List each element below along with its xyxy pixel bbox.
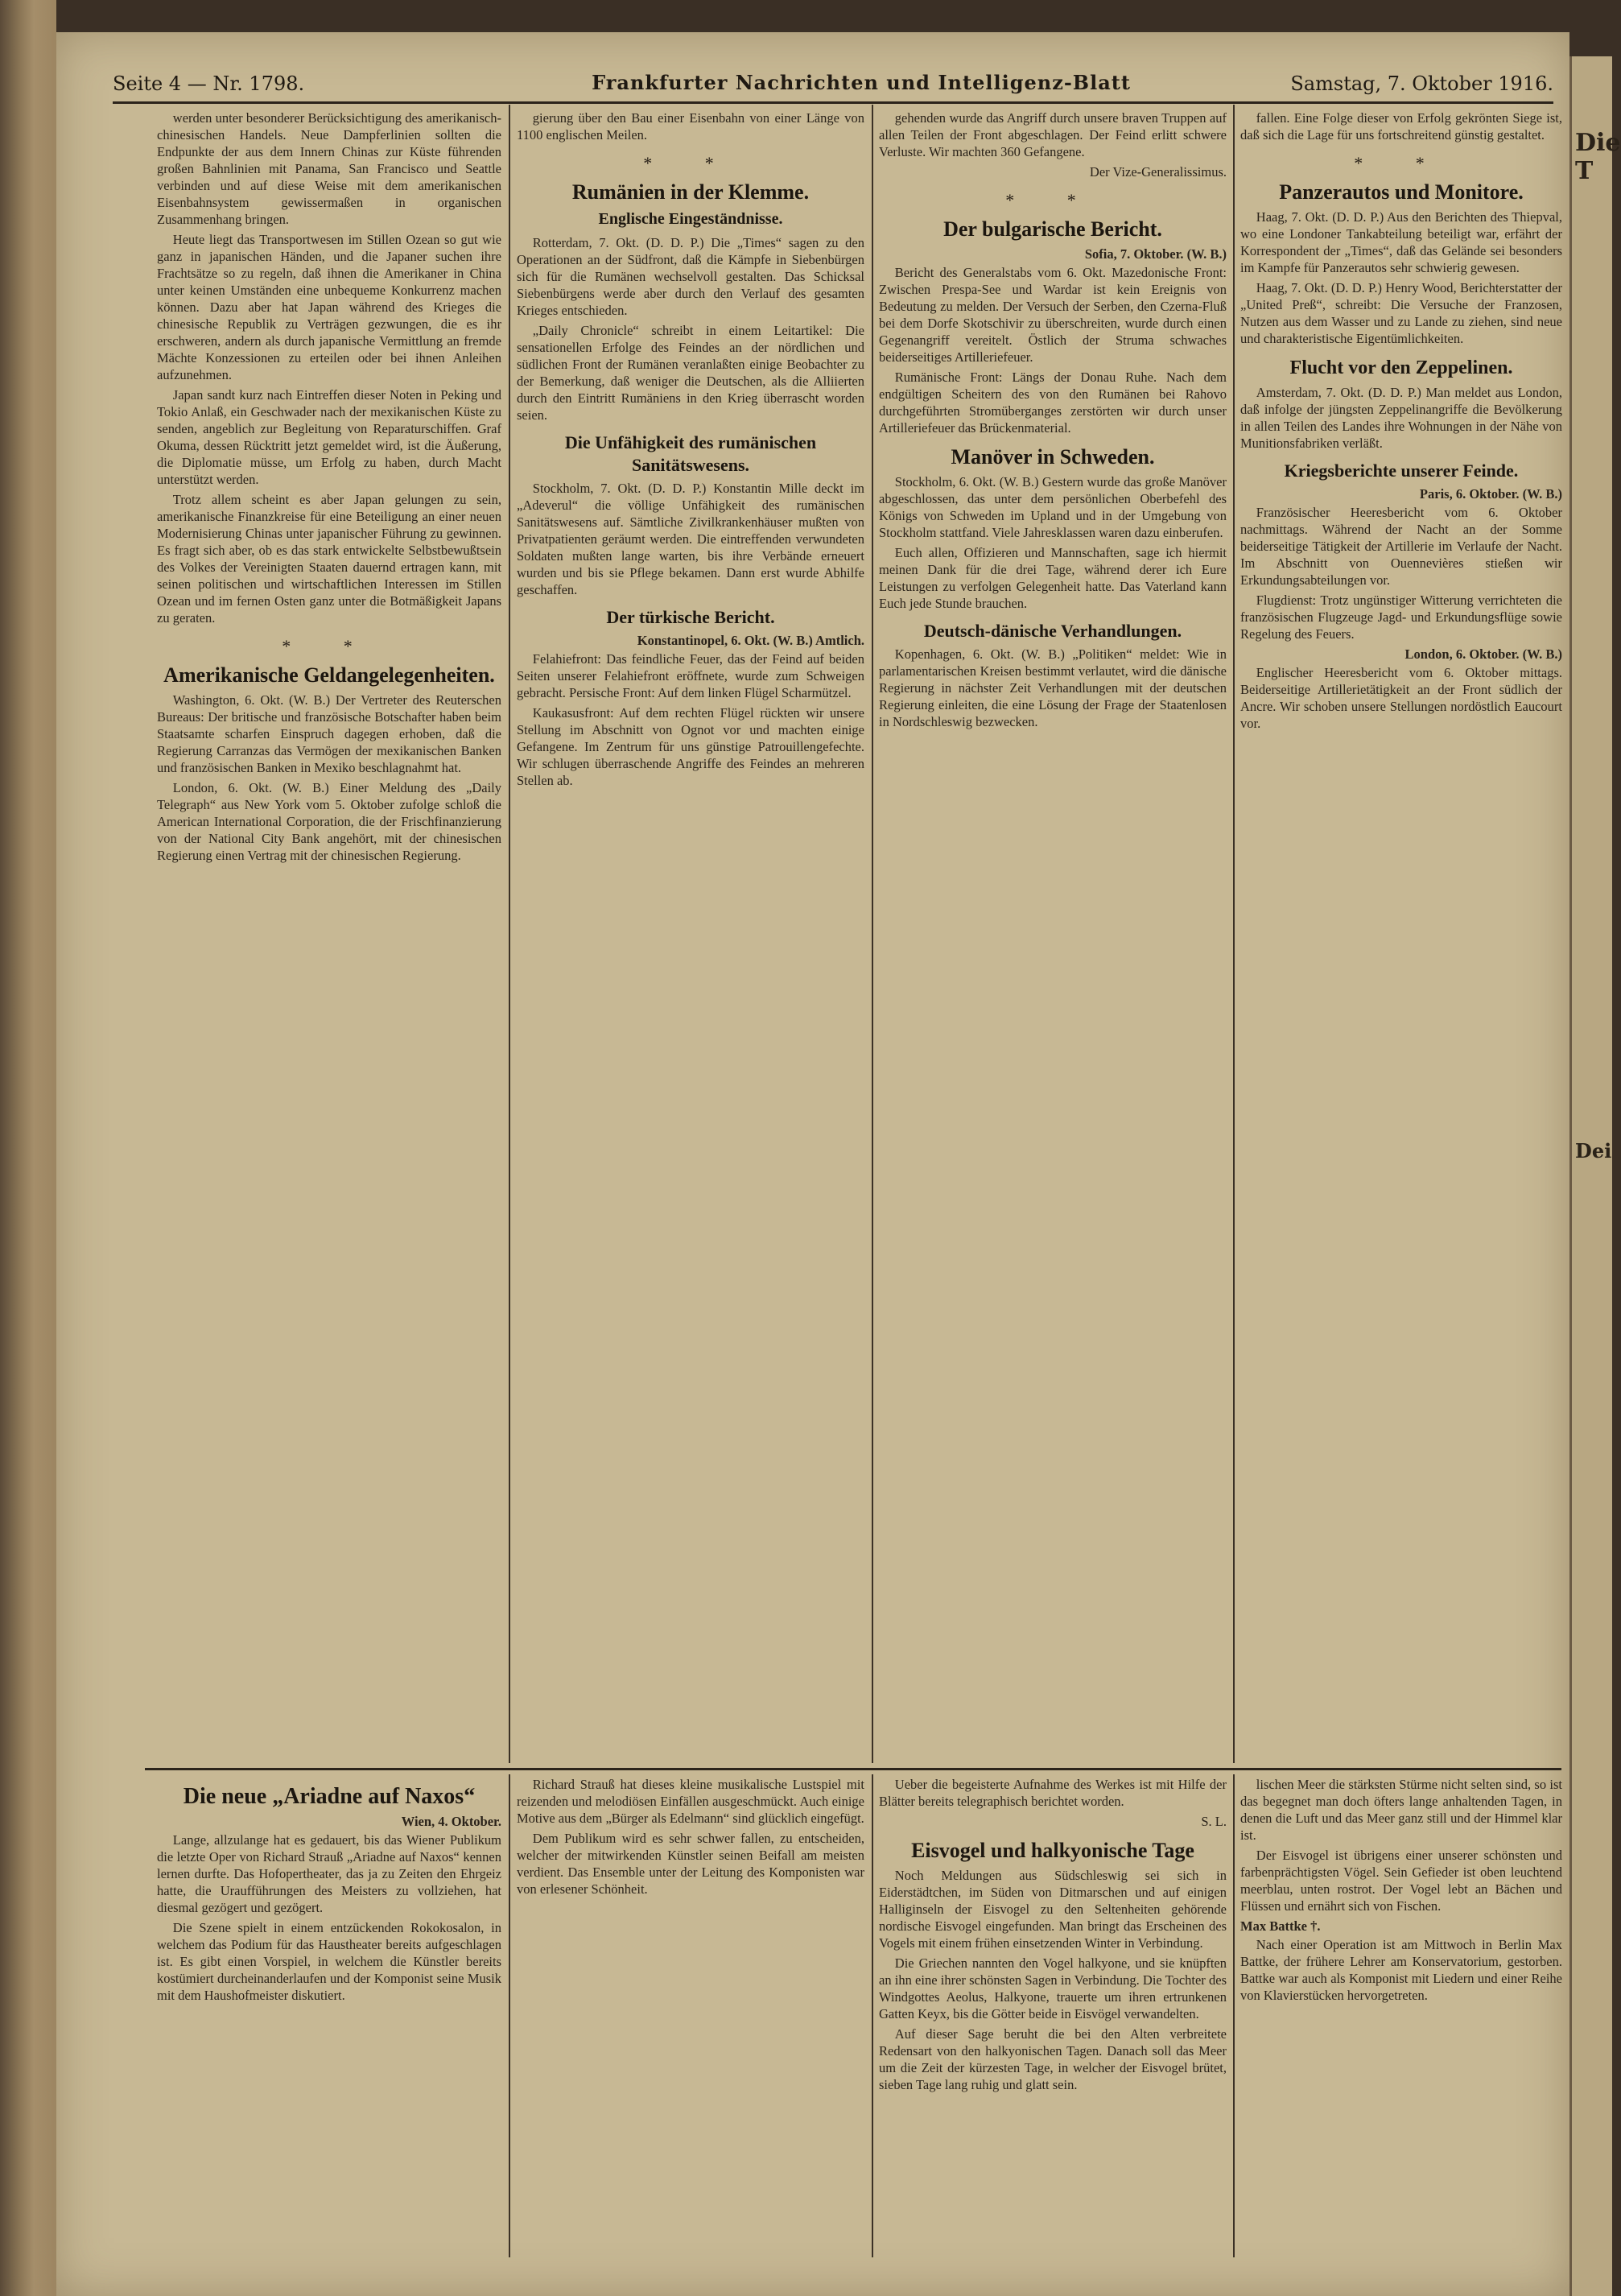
article-paragraph: Auf dieser Sage beruht die bei den Alten verbreitete Redensart von den halkyonischen Tagen. Danach soll das Meer um die Zeit der kürzesten Tage, in welcher der Eisvogel brütet, sieben Tage lang ruhig und glatt sein. bbox=[879, 2026, 1227, 2092]
headline: Der bulgarische Bericht. bbox=[943, 217, 1162, 241]
headline: Eisvogel und halkyonische Tage bbox=[911, 1839, 1194, 1862]
article-paragraph: werden unter besonderer Berücksichtigung des amerikanisch-chinesischen Handels. Neue Dampferlinien sollten die Endpunkte der aus dem Innern Chinas zur Küste führenden großen Bahnlinien mit Panama, San Francisco und Seattle verbinden und auf diese Weise mit dem amerikanischen Eisenbahnsystem gewissermaßen in organischen Zusammenhang bringen. bbox=[157, 110, 501, 227]
article-paragraph: Flugdienst: Trotz ungünstiger Witterung verrichteten die französischen Flugzeuge Jagd- und Erkundungsflüge sowie Regelung des Feuers. bbox=[1240, 593, 1562, 642]
newspaper-title: Frankfurter Nachrichten und Intelligenz-Blatt bbox=[592, 71, 1131, 94]
obituary-heading: Max Battke †. bbox=[1240, 1918, 1321, 1934]
section-separator: * * bbox=[643, 153, 738, 173]
article-paragraph: Rumänische Front: Längs der Donau Ruhe. Nach dem endgültigen Scheitern des von den Rumänen bei Rahovo durchgeführten Stromüberganges zerstörten wir durch unser Artilleriefeuer das Brückenmaterial. bbox=[879, 370, 1227, 436]
article-paragraph: Japan sandt kurz nach Eintreffen dieser Noten in Peking und Tokio Anlaß, ein Geschwader nach der mexikanischen Küste zu senden, angeblich zur Begleitung von Reparaturschiffen. Graf Okuma, dessen Rücktritt jetzt gemeldet wird, ist die Äußerung, die Diplomatie müsse, um Erfolg zu haben, durch Macht unterstützt werden. bbox=[157, 387, 501, 487]
article-paragraph: Der Eisvogel ist übrigens einer unserer schönsten und farbenprächtigsten Vögel. Sein Gefieder ist oben leuchtend meerblau, unten rostrot. Der Vogel lebt an Bächen und Flüssen und ernährt sich von Fischen. bbox=[1240, 1848, 1562, 1914]
adjacent-page-edge bbox=[1569, 56, 1621, 2296]
issue-date: Samstag, 7. Oktober 1916. bbox=[1290, 72, 1553, 95]
article-paragraph: Noch Meldungen aus Südschleswig sei sich in Eiderstädtchen, im Süden von Ditmarschen und auf einigen Halliginseln der Eisvogel zu den Seltenheiten gehörende nordische Eisvogel eingefunden. Man bringt das Erscheinen des Vogels mit einem frühen einsetzenden Winter in Verbindung. bbox=[879, 1868, 1227, 1951]
headline: Rumänien in der Klemme. bbox=[571, 180, 810, 204]
headline: Kriegsberichte unserer Feinde. bbox=[1284, 460, 1519, 481]
article-paragraph: Kopenhagen, 6. Okt. (W. B.) „Politiken“ meldet: Wie in parlamentarischen Kreisen bestimmt verlautet, wird die dänische Regierung in nächster Zeit Verhandlungen mit der deutschen Regierung einleiten, die eine Lösung der Frage der Staatenlosen in Nordschleswig bezwecken. bbox=[879, 646, 1227, 729]
column-rule bbox=[872, 1774, 873, 2257]
dateline: Wien, 4. Oktober. bbox=[401, 1814, 501, 1829]
article-paragraph: Stockholm, 7. Okt. (D. D. P.) Konstantin Mille deckt im „Adeverul“ die völlige Unfähigkeit des rumänischen Sanitätswesens auf. Sämtliche Zivilkrankenhäuser mußten von Privatpatienten geräumt werden. Die eintreffenden verwundeten Soldaten mußten lange warten, bis ihre Verbände erneuert wurden und bis sie Pflege bekamen. Dann erst wurde Abhilfe geschaffen. bbox=[517, 481, 864, 597]
feuilleton-column-4 bbox=[1240, 1776, 1562, 2251]
headline: Panzerautos und Monitore. bbox=[1279, 180, 1524, 204]
feuilleton-column-3 bbox=[879, 1776, 1227, 2251]
article-paragraph: Heute liegt das Transportwesen im Stillen Ozean so gut wie ganz in japanischen Händen, und die Japaner suchen ihre Frachtsätze so zu regeln, daß ihnen die Amerikaner in China unter keinen Umständen eine unbequeme Konkurrenz machen können. Dazu aber hat Japan während des Krieges die chinesische Republik zu Verträgen gezwungen, die es ihr erschweren, andern als durch japanische Vermittlung an fremde Mächte Konzessionen zu erteilen oder bei ihnen Anleihen aufzunehmen. bbox=[157, 232, 501, 382]
page-number: Seite 4 — Nr. 1798. bbox=[113, 72, 305, 95]
book-spine bbox=[0, 0, 56, 2296]
article-paragraph: Richard Strauß hat dieses kleine musikalische Lustspiel mit reizenden und melodiösen Einfällen ausgeschmückt. Auch einige Motive aus dem „Bürger als Edelmann“ sind glücklich eingefügt. bbox=[517, 1777, 864, 1826]
article-paragraph: gehenden wurde das Angriff durch unsere braven Truppen auf allen Teilen der Front abgeschlagen. Der Feind erlitt schwere Verluste. Wir machten 360 Gefangene. bbox=[879, 110, 1227, 159]
feuilleton-column-2 bbox=[517, 1776, 864, 2251]
headline: Manöver in Schweden. bbox=[951, 445, 1155, 469]
article-paragraph: Kaukasusfront: Auf dem rechten Flügel rückten wir unsere Stellung im Abschnitt von Ognot vor und machten einige Gefangene. Im Zentrum für uns günstige Patrouillengefechte. Wir schlugen überraschende Angriffe des Feindes an mehreren Stellen ab. bbox=[517, 705, 864, 788]
article-column-3 bbox=[879, 109, 1227, 1763]
article-column-2 bbox=[517, 109, 864, 1763]
article-paragraph: Ueber die begeisterte Aufnahme des Werkes ist mit Hilfe der Blätter bereits telegraphisch berichtet worden. bbox=[879, 1777, 1227, 1809]
article-paragraph: Nach einer Operation ist am Mittwoch in Berlin Max Battke, der frühere Lehrer am Konservatorium, gestorben. Battke war auch als Komponist mit Liedern und einer Reihe von Klavierstücken hervorgetreten. bbox=[1240, 1937, 1562, 2003]
article-paragraph: Washington, 6. Okt. (W. B.) Der Vertreter des Reuterschen Bureaus: Der britische und französische Botschafter haben beim Staatsamte scharfen Einspruch dagegen erhoben, daß die Regierung Carranzas das Vermögen der mexikanischen Banken und französischen Banken in Mexiko beschlagnahmt hat. bbox=[157, 692, 501, 775]
column-rule bbox=[1233, 1774, 1235, 2257]
article-paragraph: Lange, allzulange hat es gedauert, bis das Wiener Publikum die letzte Oper von Richard Strauß „Ariadne auf Naxos“ kennen lernen durfte. Das Hofopertheater, das ja zu Zeiten den Ehrgeiz hatte, die Uraufführungen des Meisters zu vollziehen, hat diesmal gezögert und gezögert. bbox=[157, 1832, 501, 1915]
article-column-4 bbox=[1240, 109, 1562, 1763]
headline: Amerikanische Geldangelegenheiten. bbox=[163, 663, 495, 687]
section-separator: * * bbox=[1005, 190, 1100, 210]
article-paragraph: Euch allen, Offizieren und Mannschaften, sage ich hiermit meinen Dank für die drei Tage, während derer ich Eure Leistungen zu verfolgen Gelegenheit hatte. Das Vaterland kann Euch jede Stunde brauchen. bbox=[879, 545, 1227, 611]
article-paragraph: Englischer Heeresbericht vom 6. Oktober mittags. Beiderseitige Artillerietätigkeit an der Front südlich der Ancre. Wir schoben unsere Stellungen nordöstlich Eaucourt vor. bbox=[1240, 665, 1562, 731]
article-paragraph: gierung über den Bau einer Eisenbahn von einer Länge von 1100 englischen Meilen. bbox=[517, 110, 864, 142]
headline: Deutsch-dänische Verhandlungen. bbox=[923, 621, 1182, 641]
dateline: Konstantinopel, 6. Okt. (W. B.) Amtlich. bbox=[637, 633, 864, 648]
section-divider bbox=[145, 1768, 1561, 1770]
subheadline: Englische Eingeständnisse. bbox=[598, 210, 783, 228]
section-separator: * * bbox=[1354, 153, 1449, 173]
headline: Der türkische Bericht. bbox=[606, 607, 775, 627]
column-rule bbox=[872, 105, 873, 1763]
article-paragraph: Französischer Heeresbericht vom 6. Oktober nachmittags. Während der Nacht an der Somme beiderseitige Tätigkeit der Artillerie im Verlaufe der Nacht. Im Abschnitt von Ouennevières stießen wir Erkundungsabteilungen vor. bbox=[1240, 505, 1562, 588]
article-paragraph: Die Griechen nannten den Vogel halkyone, und sie knüpften an ihn eine ihrer schönsten Sagen in Verbindung. Die Tochter des Windgottes Aeolus, Halkyone, trauerte um ihren ertrunkenen Gatten Keyx, bis die Götter beide in Eisvögel verwandelten. bbox=[879, 1955, 1227, 2021]
headline: Flucht vor den Zeppelinen. bbox=[1289, 357, 1513, 378]
article-column-1 bbox=[157, 109, 501, 1763]
adjacent-page-fragment: Dei bbox=[1575, 1139, 1612, 1162]
feuilleton-column-1 bbox=[157, 1776, 501, 2251]
dateline: Sofia, 7. Oktober. (W. B.) bbox=[1084, 246, 1227, 262]
article-paragraph: Rotterdam, 7. Okt. (D. D. P.) Die „Times“ sagen zu den Operationen an der Südfront, daß die Kämpfe in Siebenbürgen sich für die Rumänen wechselvoll gestalten. Das Schicksal Siebenbürgens werde aber durch den Verlauf des gesamten Krieges entschieden. bbox=[517, 235, 864, 318]
headline: Die neue „Ariadne auf Naxos“ bbox=[183, 1784, 476, 1809]
article-paragraph: lischen Meer die stärksten Stürme nicht selten sind, so ist das begegnet man doch öfters lange anhaltenden Tagen, in denen die Luft und das Meer ganz still und der Himmel klar ist. bbox=[1240, 1777, 1562, 1843]
section-separator: * * bbox=[282, 636, 377, 656]
column-rule bbox=[509, 105, 510, 1763]
article-paragraph: Haag, 7. Okt. (D. D. P.) Henry Wood, Berichterstatter der „United Preß“, schreibt: Die Versuche der Franzosen, Nutzen aus dem Wasser und zu Lande zu ziehen, sind neue und charakteristische Eigentümlichkeiten. bbox=[1240, 280, 1562, 346]
article-paragraph: Stockholm, 6. Okt. (W. B.) Gestern wurde das große Manöver abgeschlossen, das unter dem persönlichen Oberbefehl des Königs von Schweden im Upland und in der Umgebung von Stockholm stattfand. Viele Jahresklassen waren dazu einberufen. bbox=[879, 474, 1227, 540]
article-paragraph: „Daily Chronicle“ schreibt in einem Leitartikel: Die sensationellen Erfolge des Feindes an der nördlichen und südlichen Front der Rumänen veranlaßten einige Beobachter zu der Bemerkung, daß weniger die Deutschen, als die Alliierten durch den Eintritt Rumäniens in den Krieg überrascht worden seien. bbox=[517, 323, 864, 423]
signature: Der Vize-Generalissimus. bbox=[1089, 164, 1227, 180]
article-paragraph: Die Szene spielt in einem entzückenden Rokokosalon, in welchem das Podium für das Haustheater bereits aufgeschlagen ist. Es gibt einen Vorspiel, in welchem die Künstler bereits kostümiert durcheinanderlaufen und der Komponist seine Musik mit dem Haushofmeister diskutiert. bbox=[157, 1920, 501, 2003]
running-header bbox=[113, 69, 1553, 104]
author-initials: S. L. bbox=[1201, 1814, 1227, 1829]
adjacent-page-fragment: Die T bbox=[1575, 129, 1621, 185]
headline: Die Unfähigkeit des rumänischen Sanitätswesens. bbox=[564, 432, 817, 475]
dateline: Paris, 6. Oktober. (W. B.) bbox=[1419, 486, 1562, 502]
article-paragraph: Dem Publikum wird es sehr schwer fallen, zu entscheiden, welcher der mitwirkenden Künstler seinen Beifall am meisten verdient. Das Ensemble unter der Leitung des Komponisten war von erlesener Schönheit. bbox=[517, 1831, 864, 1897]
article-paragraph: Felahiefront: Das feindliche Feuer, das der Feind auf beiden Seiten unserer Felahiefront eröffnete, wurde zum Schweigen gebracht. Persische Front: Auf dem linken Flügel Scharmützel. bbox=[517, 651, 864, 700]
dateline: London, 6. Oktober. (W. B.) bbox=[1404, 646, 1562, 662]
article-paragraph: Trotz allem scheint es aber Japan gelungen zu sein, amerikanische Finanzkreise für eine Beteiligung an einer neuen Modernisierung Chinas unter japanischer Führung zu gewinnen. Es fragt sich aber, ob es das stark entwickelte Selbstbewußtsein des Volkes der Vereinigten Staaten dauernd ertragen kann, mit seinen politischen und wirtschaftlichen Interessen im Stillen Ozean und im fernen Osten ganz unter die Botmäßigkeit Japans zu geraten. bbox=[157, 492, 501, 626]
column-rule bbox=[509, 1774, 510, 2257]
article-paragraph: Bericht des Generalstabs vom 6. Okt. Mazedonische Front: Zwischen Prespa-See und Wardar ist kein Ereignis von Bedeutung zu melden. Der Versuch der Serben, den Czerna-Fluß bei dem Dorfe Skotschivir zu überschreiten, wurde durch einen Gegenangriff vereitelt. Östlich der Struma schwaches beiderseitiges Artilleriefeuer. bbox=[879, 265, 1227, 365]
article-paragraph: Haag, 7. Okt. (D. D. P.) Aus den Berichten des Thiepval, wo eine Londoner Tankabteilung beteiligt war, erfährt der Korrespondent der „Times“, daß das Gelände sei besonders im Kampfe für Panzerautos sehr schwierig gewesen. bbox=[1240, 209, 1562, 275]
article-paragraph: fallen. Eine Folge dieser von Erfolg gekrönten Siege ist, daß sich die Lage für uns fortschreitend günstig gestaltet. bbox=[1240, 110, 1562, 142]
article-paragraph: Amsterdam, 7. Okt. (D. D. P.) Man meldet aus London, daß infolge der jüngsten Zeppelinangriffe die Bevölkerung in allen Teilen des Landes ihre Wohnungen in der Nähe von Munitionsfabriken verläßt. bbox=[1240, 385, 1562, 451]
column-rule bbox=[1233, 105, 1235, 1763]
article-paragraph: London, 6. Okt. (W. B.) Einer Meldung des „Daily Telegraph“ aus New York vom 5. Oktober zufolge schloß die American International Corporation, die der Frischfinanzierung von der National City Bank angehört, mit der chinesischen Regierung einen Vertrag mit der chinesischen Regierung. bbox=[157, 780, 501, 863]
